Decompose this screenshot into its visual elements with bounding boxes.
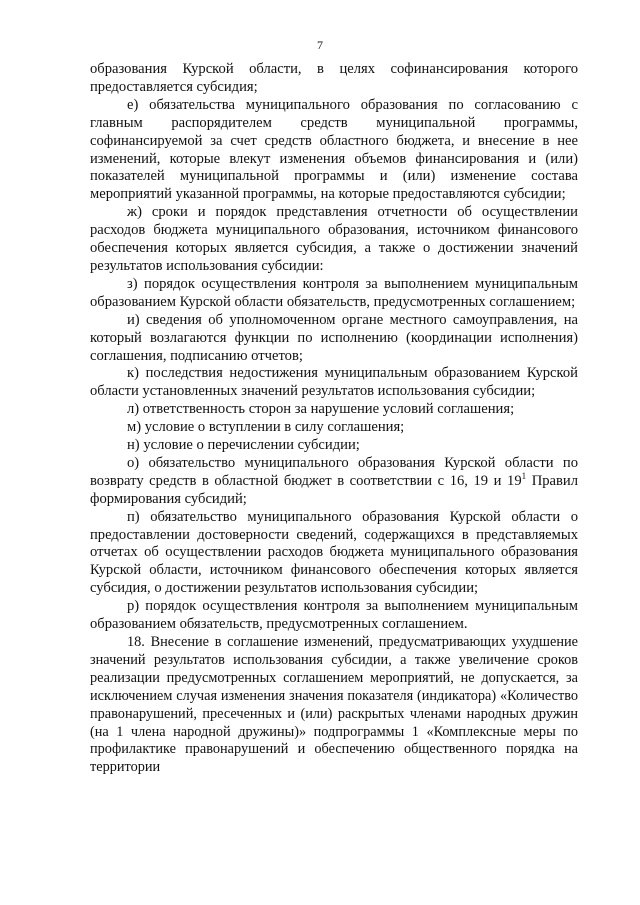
paragraph-item-l: л) ответственность сторон за нарушение условий соглашения; xyxy=(127,401,515,418)
item-o-text-end: Правил формирования субсидий; xyxy=(90,472,578,507)
paragraph-item-k: к) последствия недостижения муниципальным образованием Курской области установленных значений результатов использования субсидии; xyxy=(90,365,578,400)
paragraph-item-r: р) порядок осуществления контроля за выполнением муниципальным образованием обязательств, предусмотренных соглашением. xyxy=(90,598,578,633)
paragraph-item-zh: ж) сроки и порядок представления отчетности об осуществлении расходов бюджета муниципального образования, источником финансового обеспечения которых является субсидия, а также о достижении значений результатов использования субсидии: xyxy=(90,204,578,274)
paragraph-item-o xyxy=(90,455,578,509)
item-o-text: о) обязательство муниципального образования Курской области по возврату средств в областной бюджет в соответствии с 16, 19 и 19 xyxy=(90,454,578,489)
item-o-superscript: 1 xyxy=(521,470,527,481)
paragraph-section-18: 18. Внесение в соглашение изменений, предусматривающих ухудшение значений результатов использования субсидии, а также увеличение сроков реализации предусмотренных соглашением мероприятий, не допускается, за исключением случая изменения значения показателя (индикатора) «Количество правонарушений, пресеченных и (или) раскрытых членами народных дружин (на 1 члена народной дружины)» подпрограммы 1 «Комплексные меры по профилактике правонарушений и обеспечению общественного порядка на территории xyxy=(90,634,578,776)
paragraph-item-m: м) условие о вступлении в силу соглашения; xyxy=(127,419,405,436)
paragraph-item-z: з) порядок осуществления контроля за выполнением муниципальным образованием Курской области обязательств, предусмотренных соглашением; xyxy=(90,275,578,310)
paragraph-item-e: е) обязательства муниципального образования по согласованию с главным распорядителем средств муниципальной программы, софинансируемой за счет средств областного бюджета, и внесение в нее изменений, которые влекут изменения объемов финансирования и (или) показателей муниципальной программы и (или) изменение состава мероприятий указанной программы, на которые предоставляются субсидии; xyxy=(90,96,578,203)
paragraph-continuation: образования Курской области, в целях софинансирования которого предоставляется субсидия; xyxy=(90,61,578,95)
paragraph-item-n: н) условие о перечислении субсидии; xyxy=(127,437,360,454)
paragraph-item-p: п) обязательство муниципального образования Курской области о предоставлении достоверности сведений, содержащихся в представляемых отчетах об осуществлении расходов бюджета муниципального образования Курской области, источником финансового обеспечения которых является субсидия, о достижении результатов использования субсидии; xyxy=(90,508,578,597)
document-body xyxy=(90,61,578,777)
paragraph-item-i: и) сведения об уполномоченном органе местного самоуправления, на который возлагаются функции по исполнению (координации исполнения) соглашения, подписанию отчетов; xyxy=(90,311,578,364)
page-number: 7 xyxy=(317,38,323,52)
